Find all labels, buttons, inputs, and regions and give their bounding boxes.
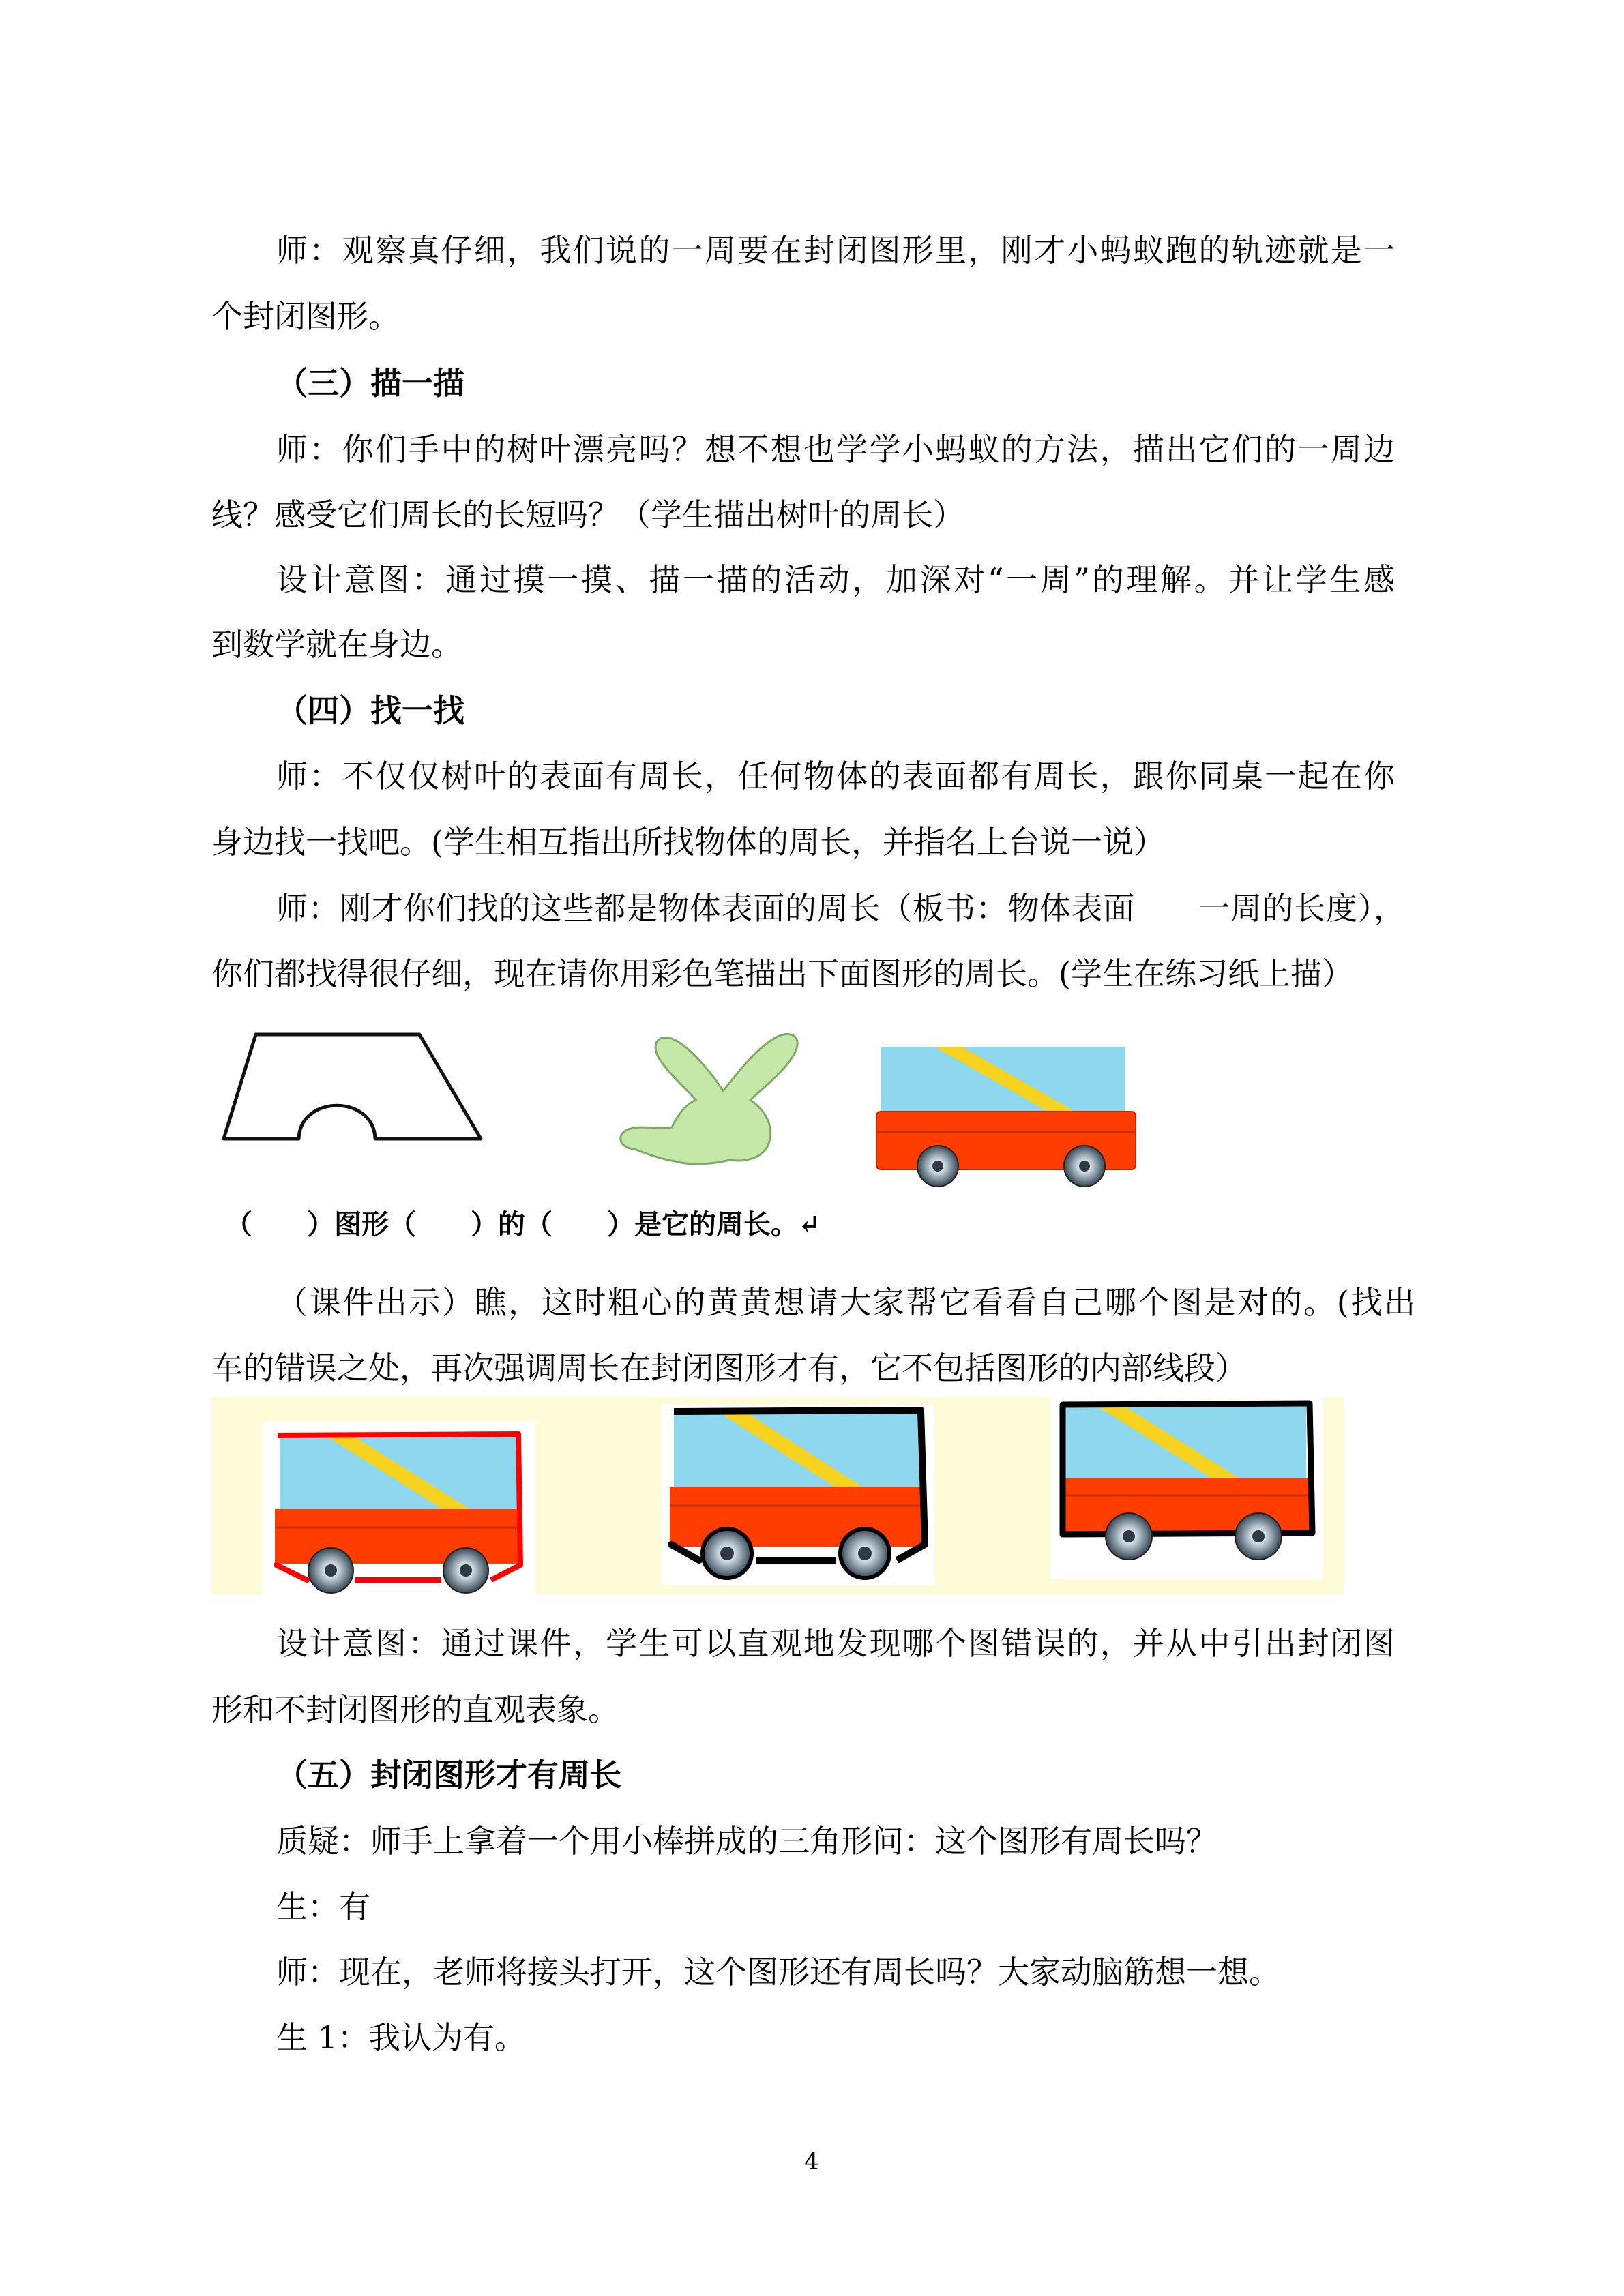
rabbit-shape-figure [610, 1026, 836, 1173]
rabbit-shape [621, 1034, 797, 1165]
section-heading: （三）描一描 [276, 365, 464, 402]
page-number: 4 [804, 2148, 819, 2175]
paragraph-line: 身边找一找吧。(学生相互指出所找物体的周长，并指名上台说一说） [211, 824, 1165, 861]
paragraph-line: （课件出示）瞧，这时粗心的黄黄想请大家帮它看看自己哪个图是对的。(找出 [276, 1284, 1415, 1321]
bus-body [275, 1509, 522, 1564]
paragraph-line: 生 1：我认为有。 [276, 2019, 526, 2056]
figure-caption: （ ）图形（ ）的（ ）是它的周长。↵ [225, 1208, 821, 1240]
bus-red-outline-figure [263, 1422, 535, 1596]
paragraph-line: 师：刚才你们找的这些都是物体表面的周长（板书：物体表面 一周的长度）， [276, 890, 1405, 927]
paragraph-line: 车的错误之处，再次强调周长在封闭图形才有，它不包括图形的内部线段） [211, 1350, 1247, 1386]
paragraph-line: 生：有 [276, 1888, 370, 1925]
paragraph-line: 到数学就在身边。 [211, 626, 462, 663]
paragraph-line: 师：你们手中的树叶漂亮吗？想不想也学学小蚂蚁的方法，描出它们的一周边 [276, 431, 1395, 468]
arch-shape-figure [218, 1026, 491, 1149]
bus-shape-figure [873, 1043, 1142, 1190]
paragraph-line: 设计意图：通过课件，学生可以直观地发现哪个图错误的，并从中引出封闭图 [276, 1625, 1395, 1662]
paragraph-line: 师：现在，老师将接头打开，这个图形还有周长吗？大家动脑筋想一想。 [276, 1954, 1280, 1991]
bus-black-outline-framed-figure [1050, 1397, 1323, 1579]
section-heading: （四）找一找 [276, 692, 464, 729]
arch-shape-outline [224, 1034, 481, 1139]
section-heading: （五）封闭图形才有周长 [276, 1757, 621, 1793]
paragraph-line: 你们都找得很仔细，现在请你用彩色笔描出下面图形的周长。(学生在练习纸上描） [211, 955, 1353, 992]
paragraph-line: 师：不仅仅树叶的表面有周长，任何物体的表面都有周长，跟你同桌一起在你 [276, 758, 1395, 794]
paragraph-line: 设计意图：通过摸一摸、描一描的活动，加深对“一周”的理解。并让学生感 [276, 561, 1395, 598]
bus-black-outline-figure [662, 1405, 934, 1585]
paragraph-line: 形和不封闭图形的直观表象。 [211, 1691, 619, 1728]
paragraph-line: 线？感受它们周长的长短吗？（学生描出树叶的周长） [211, 496, 964, 533]
paragraph-line: 师：观察真仔细，我们说的一周要在封闭图形里，刚才小蚂蚁跑的轨迹就是一 [276, 232, 1395, 269]
paragraph-line: 个封闭图形。 [211, 298, 400, 335]
paragraph-line: 质疑：师手上拿着一个用小棒拼成的三角形问：这个图形有周长吗？ [276, 1823, 1217, 1860]
